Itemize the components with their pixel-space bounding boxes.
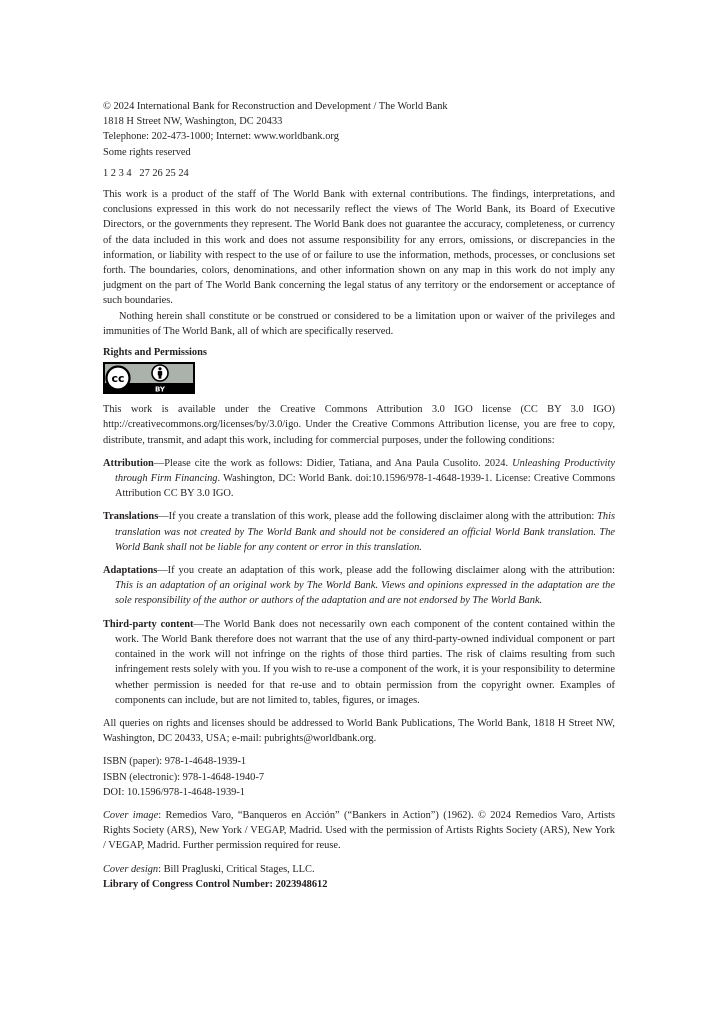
rights-reserved-line: Some rights reserved	[103, 146, 191, 158]
address-line: 1818 H Street NW, Washington, DC 20433	[103, 116, 283, 128]
copyright-page	[103, 99, 615, 892]
rights-heading: Rights and Permissions	[103, 347, 207, 359]
adaptations-label: Adaptations	[103, 565, 158, 577]
doi-line: DOI: 10.1596/978-1-4648-1939-1	[103, 786, 245, 798]
cover-design-text: : Bill Pragluski, Critical Stages, LLC.	[158, 863, 315, 875]
lccn-line: Library of Congress Control Number: 2023948612	[103, 878, 328, 890]
disclaimer-paragraph: This work is a product of the staff of The World Bank with external contributions. The findings, interpretations, and conclusions expressed in this work do not necessarily reflect the views of The World Bank, its Board of Executive Directors, or the governments they represent. The World Bank does not guarantee the accuracy, completeness, or currency of the data included in this work and does not assume responsibility for any errors, omissions, or discrepancies in the information, or liability with respect to the use of or failure to use the information, methods, processes, or conclusions set forth. The boundaries, colors, denominations, and other information shown on any map in this work do not imply any judgment on the part of The World Bank concerning the legal status of any territory or the endorsement or acceptance of such boundaries.	[103, 189, 615, 307]
adaptations-text: —If you create an adaptation of this work, please add the following disclaimer along with the attribution:	[157, 565, 615, 577]
cc-by-badge-icon	[103, 362, 195, 394]
adaptations-disclaimer: This is an adaptation of an original work by The World Bank. Views and opinions expressed in the adaptation are the sole responsibility of the author or authors of the adaptation and are not endorsed by The World Bank.	[115, 580, 615, 607]
license-intro-paragraph: This work is available under the Creative Commons Attribution 3.0 IGO license (CC BY 3.0 IGO) http://creativecommons.org/licenses/by/3.0/igo. Under the Creative Commons Attribution license, you are free to copy, distribute, transmit, and adapt this work, including for commercial purposes, under the following conditions:	[103, 404, 615, 446]
translations-paragraph	[103, 509, 615, 555]
cc-by-license-badge	[103, 362, 195, 394]
attribution-text-a: —Please cite the work as follows: Didier, Tatiana, and Ana Paula Cusolito. 2024.	[153, 457, 513, 469]
printing-line: 1 2 3 4 27 26 25 24	[103, 167, 189, 179]
translations-label: Translations	[103, 511, 159, 523]
immunities-paragraph: Nothing herein shall constitute or be construed or considered to be a limitation upon or waiver of the privileges and immunities of The World Bank, all of which are specifically reserved.	[103, 310, 615, 337]
contact-line: Telephone: 202-473-1000; Internet: www.worldbank.org	[103, 131, 339, 143]
by-label: BY	[154, 385, 166, 394]
cover-image-text: : Remedios Varo, “Banqueros en Acción” (“Bankers in Action”) (1962). © 2024 Remedios Varo, Artists Rights Society (ARS), New York / VEGAP, Madrid. Used with the permission of Artists Rights Society (ARS), New York / VEGAP, Madrid. Further permission required for reuse.	[103, 809, 615, 852]
cover-image-paragraph	[103, 808, 615, 854]
attribution-text-b: . Washington, DC: World Bank. doi:10.1596/978-1-4648-1939-1. License: Creative Commons Attribution CC BY 3.0 IGO.	[115, 473, 615, 500]
attribution-paragraph	[103, 456, 615, 502]
third-party-label: Third-party content	[103, 618, 194, 630]
cover-image-label: Cover image	[103, 809, 159, 821]
book-title: Unleashing Productivity through Firm Financing	[115, 457, 615, 485]
adaptations-paragraph	[103, 563, 615, 609]
cc-logo-text: cc	[111, 372, 125, 386]
third-party-text: —The World Bank does not necessarily own each component of the content contained within the work. The World Bank therefore does not warrant that the use of any third-party-owned individual component or part contained in the work will not infringe on the rights of those third parties. The risk of claims resulting from such infringement rests solely with you. If you wish to re-use a component of the work, it is your responsibility to determine whether permission is needed for that re-use and to obtain permission from the copyright owner. Examples of components can include, but are not limited to, tables, figures, or images.	[115, 618, 615, 706]
third-party-paragraph	[103, 617, 615, 708]
isbn-electronic: ISBN (electronic): 978-1-4648-1940-7	[103, 771, 265, 783]
queries-paragraph: All queries on rights and licenses should be addressed to World Bank Publications, The World Bank, 1818 H Street NW, Washington, DC 20433, USA; e-mail: pubrights@worldbank.org.	[103, 717, 615, 745]
copyright-line: © 2024 International Bank for Reconstruction and Development / The World Bank	[103, 101, 448, 112]
attribution-label: Attribution	[103, 457, 154, 469]
isbn-paper: ISBN (paper): 978-1-4648-1939-1	[103, 756, 247, 768]
cover-design-label: Cover design	[103, 863, 159, 875]
cover-design-line	[103, 862, 615, 877]
translations-text: —If you create a translation of this work, please add the following disclaimer along with the attribution:	[158, 511, 598, 523]
translations-disclaimer: This translation was not created by The World Bank and should not be considered an official World Bank translation. The World Bank shall not be liable for any content or error in this translation.	[115, 511, 615, 553]
